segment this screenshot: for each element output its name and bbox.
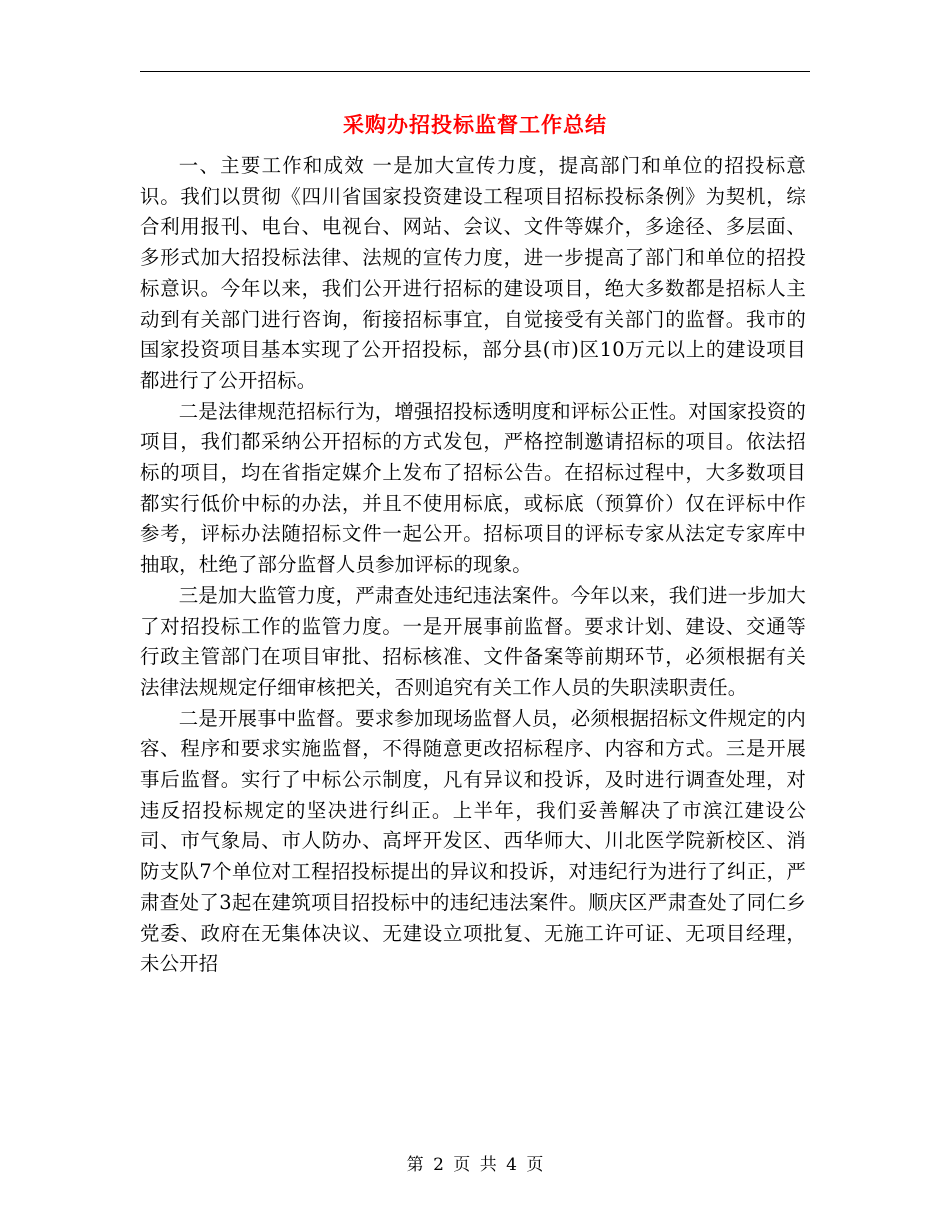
header-rule [140,71,810,72]
paragraph-4: 二是开展事中监督。要求参加现场监督人员，必须根据招标文件规定的内容、程序和要求实施监督，不得随意更改招标程序、内容和方式。三是开展事后监督。实行了中标公示制度，凡有异议和投诉，及时进行调查处理，对违反招投标规定的坚决进行纠正。上半年，我们妥善解决了市滨江建设公司、市气象局、市人防办、高坪开发区、西华师大、川北医学院新校区、消防支队7个单位对工程招投标提出的异议和投诉，对违纪行为进行了纠正，严肃查处了3起在建筑项目招投标中的违纪违法案件。顺庆区严肃查处了同仁乡党委、政府在无集体决议、无建设立项批复、无施工许可证、无项目经理，未公开招 [140,706,806,976]
document-title: 采购办招投标监督工作总结 [343,112,607,137]
paragraph-2: 二是法律规范招标行为，增强招投标透明度和评标公正性。对国家投资的项目，我们都采纳公开招标的方式发包，严格控制邀请招标的项目。依法招标的项目，均在省指定媒介上发布了招标公告。在招标过程中，大多数项目都实行低价中标的办法，并且不使用标底，或标底（预算价）仅在评标中作参考，评标办法随招标文件一起公开。招标项目的评标专家从法定专家库中抽取，杜绝了部分监督人员参加评标的现象。 [140,399,806,577]
page-number-footer: 第 2 页 共 4 页 [406,1155,544,1175]
paragraph-1: 一、主要工作和成效 一是加大宣传力度，提高部门和单位的招投标意识。我们以贯彻《四川省国家投资建设工程项目招标投标条例》为契机，综合利用报刊、电台、电视台、网站、会议、文件等媒介，多途径、多层面、多形式加大招投标法律、法规的宣传力度，进一步提高了部门和单位的招投标意识。今年以来，我们公开进行招标的建设项目，绝大多数都是招标人主动到有关部门进行咨询，衔接招标事宜，自觉接受有关部门的监督。我市的国家投资项目基本实现了公开招投标，部分县(市)区10万元以上的建设项目都进行了公开招标。 [140,154,806,392]
document-body [140,151,806,980]
paragraph-3: 三是加大监管力度，严肃查处违纪违法案件。今年以来，我们进一步加大了对招投标工作的监管力度。一是开展事前监督。要求计划、建设、交通等行政主管部门在项目审批、招标核准、文件备案等前期环节，必须根据有关法律法规规定仔细审核把关，否则追究有关工作人员的失职渎职责任。 [140,583,806,699]
